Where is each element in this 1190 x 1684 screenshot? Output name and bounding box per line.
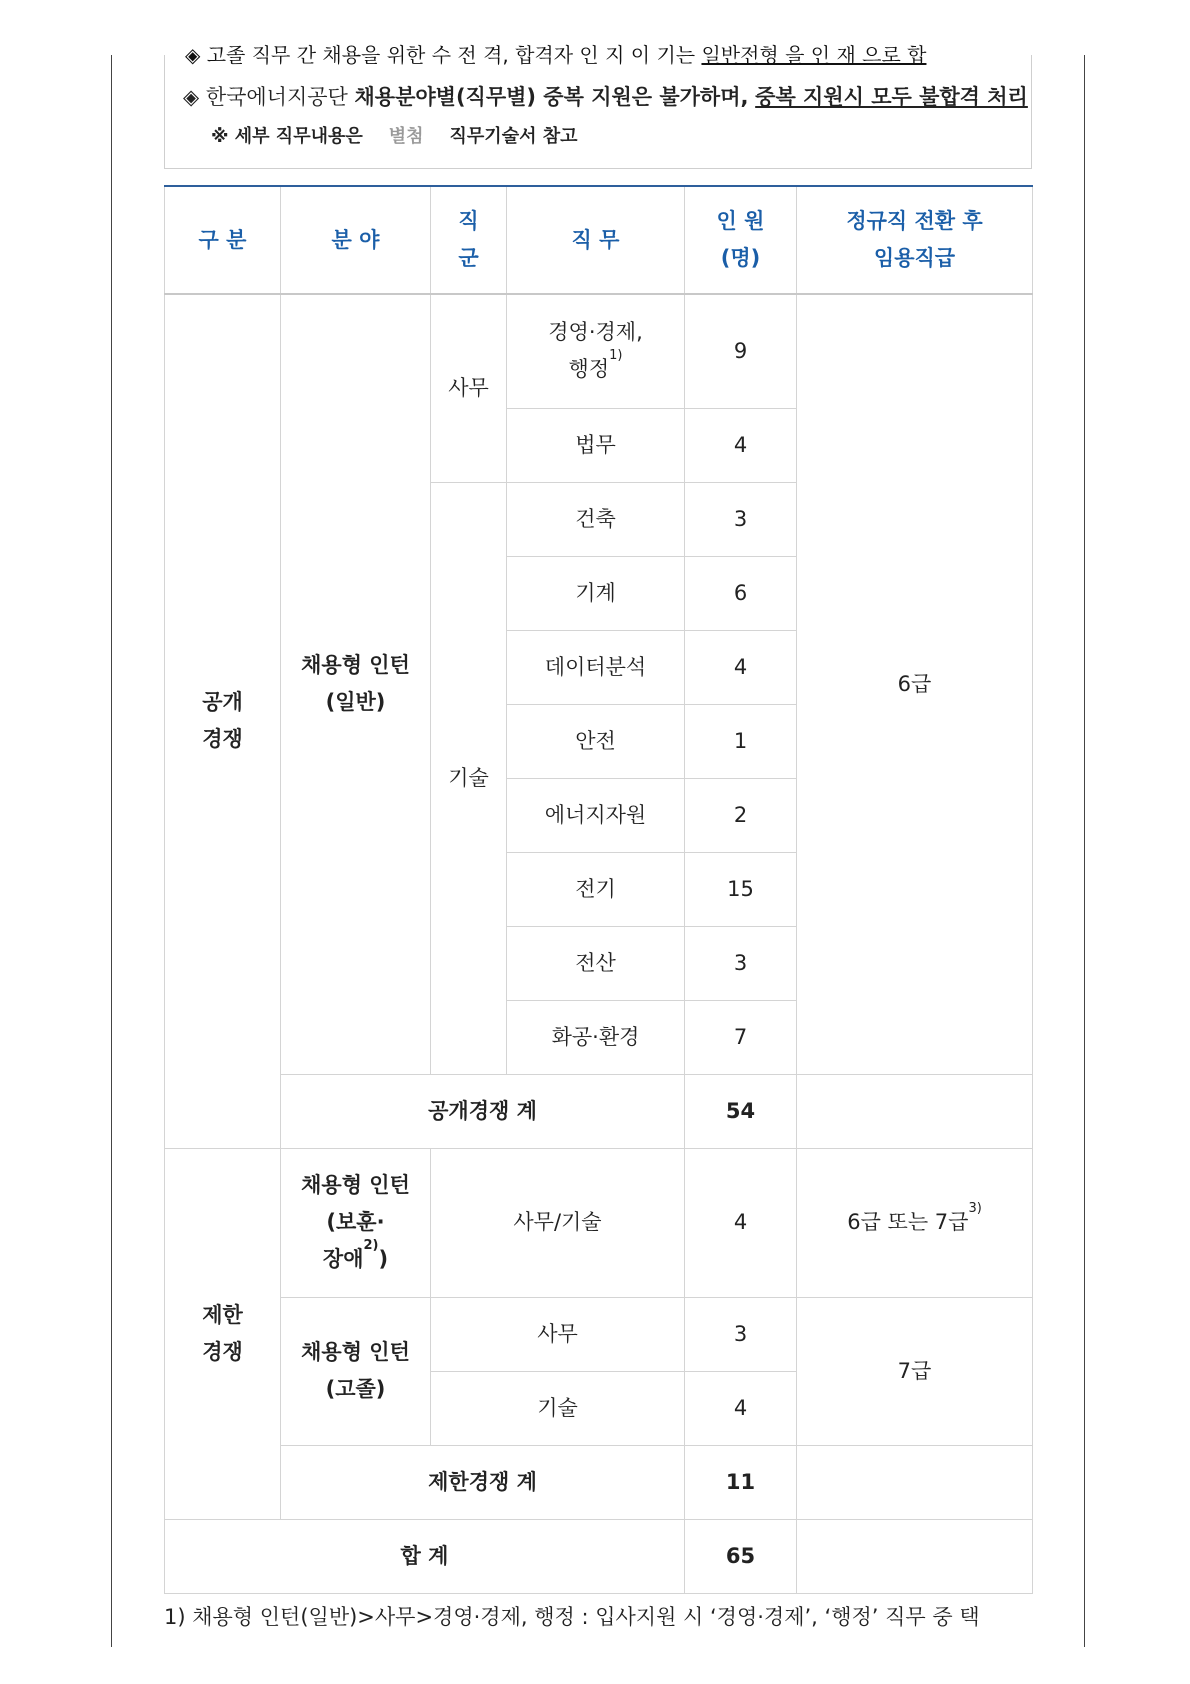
count-cell: 7 xyxy=(685,1000,797,1074)
limited-field1-line3 xyxy=(281,1238,430,1278)
total-value: 65 xyxy=(685,1519,797,1593)
header-count xyxy=(685,186,797,294)
duty-cell: 전산 xyxy=(507,926,685,1000)
limited-subtotal-label: 제한경쟁 계 xyxy=(281,1445,685,1519)
count-cell: 15 xyxy=(685,852,797,926)
total-label: 합 계 xyxy=(165,1519,685,1593)
count-cell: 3 xyxy=(685,482,797,556)
open-subtotal-row xyxy=(165,1074,1033,1148)
footnote-ref-1: 1) xyxy=(609,348,623,364)
open-grade-cell: 6급 xyxy=(797,294,1033,1074)
notice-line1-prefix: ◈ 한국에너지공단 xyxy=(183,85,355,109)
limited-subtotal-row xyxy=(165,1445,1033,1519)
open-subtotal-value: 54 xyxy=(685,1074,797,1148)
duty-cell: 화공·환경 xyxy=(507,1000,685,1074)
notice-line1-underlined: 중복 지원시 모두 불합격 처리 xyxy=(755,85,1028,109)
footnote-ref-2: 2) xyxy=(363,1238,379,1253)
duty-cell: 기계 xyxy=(507,556,685,630)
notice-cut-underlined: 일반전형 을 인 재 으로 합 xyxy=(701,43,927,67)
table-row xyxy=(165,1148,1033,1297)
notice-line2-attachment: 별첨 xyxy=(388,126,424,147)
count-cell: 9 xyxy=(685,294,797,408)
footnote-1: 1) 채용형 인턴(일반)>사무>경영·경제, 행정 : 입사지원 시 ‘경영·경제’, ‘행정’ 직무 중 택 xyxy=(164,1605,980,1629)
duty-cell: 안전 xyxy=(507,704,685,778)
open-field-cell xyxy=(281,294,431,1074)
header-field: 분 야 xyxy=(281,186,431,294)
limited-category-line2: 경쟁 xyxy=(202,1339,243,1364)
header-grade xyxy=(797,186,1033,294)
header-grade-line2: 임용직급 xyxy=(873,246,956,270)
duty-cell: 법무 xyxy=(507,408,685,482)
footnote-ref-3: 3) xyxy=(968,1201,982,1216)
page-left-rule xyxy=(111,55,112,1647)
duty-cell: 건축 xyxy=(507,482,685,556)
duty-cell: 기술 xyxy=(431,1371,685,1445)
header-group-line2: 군 xyxy=(458,246,479,270)
table-row xyxy=(165,294,1033,408)
limited-field1-grade-text: 6급 또는 7급 xyxy=(847,1210,969,1234)
notice-reference-line xyxy=(211,122,578,148)
header-duty: 직 무 xyxy=(507,186,685,294)
header-grade-line1: 정규직 전환 후 xyxy=(846,209,983,233)
limited-field2-line1: 채용형 인턴 xyxy=(301,1340,410,1364)
limited-field1-duty: 사무/기술 xyxy=(431,1148,685,1297)
limited-field1-line2: (보훈· xyxy=(326,1210,385,1234)
limited-category-cell xyxy=(165,1148,281,1519)
count-cell: 6 xyxy=(685,556,797,630)
duty-cell: 사무 xyxy=(431,1297,685,1371)
group-tech-cell: 기술 xyxy=(431,482,507,1074)
notice-cut-text: ◈ 고졸 직무 간 채용을 위한 수 전 격, 합격자 인 지 이 기는 xyxy=(185,43,696,67)
open-category-line2: 경쟁 xyxy=(202,727,243,752)
notice-cut-line xyxy=(185,43,927,67)
header-count-line1: 인 원 xyxy=(716,209,765,233)
limited-field1-line1: 채용형 인턴 xyxy=(301,1173,410,1197)
limited-field2-grade: 7급 xyxy=(797,1297,1033,1445)
recruitment-table xyxy=(164,185,1033,1594)
notice-duplicate-line xyxy=(183,81,1028,111)
duty-cell: 에너지자원 xyxy=(507,778,685,852)
count-cell: 4 xyxy=(685,1371,797,1445)
table-header-row xyxy=(165,186,1033,294)
header-group xyxy=(431,186,507,294)
total-row xyxy=(165,1519,1033,1593)
limited-field1-grade xyxy=(797,1148,1033,1297)
duty-line1: 경영·경제, xyxy=(548,320,643,345)
limited-field2-line2: (고졸) xyxy=(325,1377,386,1401)
limited-field1-close: ) xyxy=(378,1247,389,1271)
count-cell: 4 xyxy=(685,630,797,704)
duty-line2-text: 행정 xyxy=(568,357,610,382)
open-field-line2: (일반) xyxy=(325,690,386,715)
header-count-line2: (명) xyxy=(720,246,761,270)
notice-line2-suffix: 직무기술서 참고 xyxy=(449,126,578,147)
open-category-cell xyxy=(165,294,281,1148)
notice-line2-prefix: ※ 세부 직무내용은 xyxy=(211,126,363,147)
empty-cell xyxy=(797,1074,1033,1148)
count-cell: 3 xyxy=(685,926,797,1000)
page-right-rule xyxy=(1084,55,1085,1647)
open-category-line1: 공개 xyxy=(202,690,243,715)
count-cell: 3 xyxy=(685,1297,797,1371)
limited-subtotal-value: 11 xyxy=(685,1445,797,1519)
open-subtotal-label: 공개경쟁 계 xyxy=(281,1074,685,1148)
limited-field1-line3-text: 장애 xyxy=(322,1247,364,1271)
empty-cell xyxy=(797,1519,1033,1593)
count-cell: 4 xyxy=(685,1148,797,1297)
count-cell: 4 xyxy=(685,408,797,482)
table-row xyxy=(165,1297,1033,1371)
group-office-cell: 사무 xyxy=(431,294,507,482)
header-category: 구 분 xyxy=(165,186,281,294)
duty-cell: 전기 xyxy=(507,852,685,926)
count-cell: 2 xyxy=(685,778,797,852)
open-field-line1: 채용형 인턴 xyxy=(301,653,410,678)
empty-cell xyxy=(797,1445,1033,1519)
duty-cell: 데이터분석 xyxy=(507,630,685,704)
notice-line1-bold: 채용분야별(직무별) 중복 지원은 불가하며, xyxy=(354,85,749,109)
limited-field2-cell xyxy=(281,1297,431,1445)
count-cell: 1 xyxy=(685,704,797,778)
limited-field1-cell xyxy=(281,1148,431,1297)
duty-cell xyxy=(507,294,685,408)
notice-box xyxy=(164,43,1032,169)
limited-category-line1: 제한 xyxy=(202,1302,243,1327)
header-group-line1: 직 xyxy=(458,209,479,233)
duty-line2 xyxy=(507,348,684,388)
